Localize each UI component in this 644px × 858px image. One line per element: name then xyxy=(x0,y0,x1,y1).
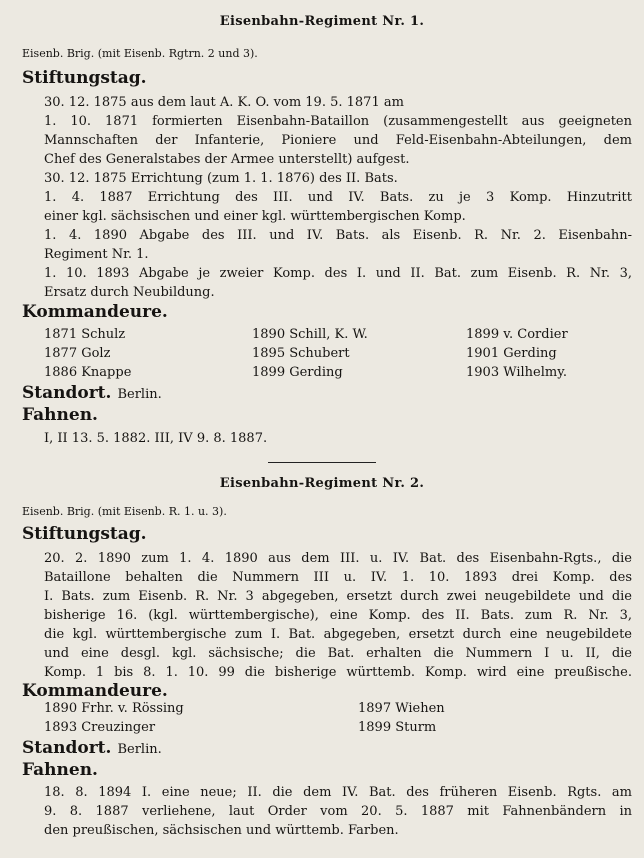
standort-label: Standort. xyxy=(22,383,112,403)
section-1-stiftungstag-heading: Stiftungstag. xyxy=(22,68,147,88)
s2-stiftung-line-5: die kgl. württembergische zum I. Bat. abgegeben, ersetzt durch eine neugebildete xyxy=(44,627,632,642)
s1-kommandeur: 1903 Wilhelmy. xyxy=(466,365,567,380)
s1-stiftung-line-3: Mannschaften der Infanterie, Pioniere und Feld-Eisenbahn-Abteilungen, dem xyxy=(44,133,632,148)
s1-stiftung-line-2: 1. 10. 1871 formierten Eisenbahn-Bataillon (zusammengestellt aus geeigneten xyxy=(44,114,632,129)
section-2-fahnen-heading: Fahnen. xyxy=(22,760,98,780)
section-1-fahnen-heading: Fahnen. xyxy=(22,405,98,425)
s1-stiftung-line-6: 1. 4. 1887 Errichtung des III. und IV. Bats. zu je 3 Komp. Hinzutritt xyxy=(44,190,632,205)
s1-fahnen-line-1: I, II 13. 5. 1882. III, IV 9. 8. 1887. xyxy=(44,431,268,446)
s1-stiftung-line-11: Ersatz durch Neubildung. xyxy=(44,285,215,300)
s1-kommandeur: 1871 Schulz xyxy=(44,327,126,342)
standort-value: Berlin. xyxy=(117,387,162,402)
s2-fahnen-line-2: 9. 8. 1887 verliehene, laut Order vom 20. 5. 1887 mit Fahnenbändern in xyxy=(44,804,632,819)
section-divider xyxy=(268,462,376,463)
s2-fahnen-line-1: 18. 8. 1894 I. eine neue; II. die dem IV. Bat. des früheren Eisenb. Rgts. am xyxy=(44,785,632,800)
standort-label: Standort. xyxy=(22,738,112,758)
s2-kommandeur: 1890 Frhr. v. Rössing xyxy=(44,701,184,716)
s2-stiftung-line-2: Bataillone behalten die Nummern III u. IV. 1. 10. 1893 drei Komp. des xyxy=(44,570,632,585)
section-2-subtitle: Eisenb. Brig. (mit Eisenb. R. 1. u. 3). xyxy=(22,505,227,518)
section-1-kommandeure-heading: Kommandeure. xyxy=(22,302,168,322)
section-1-title: Eisenbahn-Regiment Nr. 1. xyxy=(219,14,425,29)
s1-stiftung-line-9: Regiment Nr. 1. xyxy=(44,247,149,262)
s2-stiftung-line-6: und eine desgl. kgl. sächsische; die Bat. erhalten die Nummern I u. II, die xyxy=(44,646,632,661)
s2-stiftung-line-4: bisherige 16. (kgl. württembergische), eine Komp. des II. Bats. zum R. Nr. 3, xyxy=(44,608,632,623)
s1-kommandeur: 1886 Knappe xyxy=(44,365,132,380)
s1-stiftung-line-10: 1. 10. 1893 Abgabe je zweier Komp. des I. und II. Bat. zum Eisenb. R. Nr. 3, xyxy=(44,266,632,281)
s1-kommandeur: 1877 Golz xyxy=(44,346,111,361)
section-2-kommandeure-heading: Kommandeure. xyxy=(22,681,168,701)
s2-kommandeur: 1893 Creuzinger xyxy=(44,720,156,735)
s1-stiftung-line-7: einer kgl. sächsischen und einer kgl. württembergischen Komp. xyxy=(44,209,466,224)
s1-stiftung-line-1: 30. 12. 1875 aus dem laut A. K. O. vom 19. 5. 1871 am xyxy=(44,95,404,110)
s2-stiftung-line-7: Komp. 1 bis 8. 1. 10. 99 die bisherige württemb. Komp. wird eine preußische. xyxy=(44,665,632,680)
s1-kommandeur: 1895 Schubert xyxy=(252,346,350,361)
section-2-title: Eisenbahn-Regiment Nr. 2. xyxy=(219,476,425,491)
s2-fahnen-line-3: den preußischen, sächsischen und württemb. Farben. xyxy=(44,823,399,838)
s2-kommandeur: 1897 Wiehen xyxy=(358,701,445,716)
s2-stiftung-line-3: I. Bats. zum Eisenb. R. Nr. 3 abgegeben, ersetzt durch zwei neugebildete und die xyxy=(44,589,632,604)
section-1-subtitle: Eisenb. Brig. (mit Eisenb. Rgtrn. 2 und 3). xyxy=(22,47,258,60)
s1-kommandeur: 1899 Gerding xyxy=(252,365,343,380)
s2-stiftung-line-1: 20. 2. 1890 zum 1. 4. 1890 aus dem III. u. IV. Bat. des Eisenbahn-Rgts., die xyxy=(44,551,632,566)
standort-value: Berlin. xyxy=(117,742,162,757)
s1-kommandeur: 1901 Gerding xyxy=(466,346,557,361)
section-2-stiftungstag-heading: Stiftungstag. xyxy=(22,524,147,544)
s1-stiftung-line-5: 30. 12. 1875 Errichtung (zum 1. 1. 1876) des II. Bats. xyxy=(44,171,398,186)
s2-kommandeur: 1899 Sturm xyxy=(358,720,437,735)
s1-stiftung-line-8: 1. 4. 1890 Abgabe des III. und IV. Bats. als Eisenb. R. Nr. 2. Eisenbahn- xyxy=(44,228,632,243)
s1-stiftung-line-4: Chef des Generalstabes der Armee unterstellt) aufgest. xyxy=(44,152,410,167)
section-1-standort-heading xyxy=(22,383,162,403)
section-2-standort-heading xyxy=(22,738,162,758)
s1-kommandeur: 1899 v. Cordier xyxy=(466,327,568,342)
s1-kommandeur: 1890 Schill, K. W. xyxy=(252,327,368,342)
